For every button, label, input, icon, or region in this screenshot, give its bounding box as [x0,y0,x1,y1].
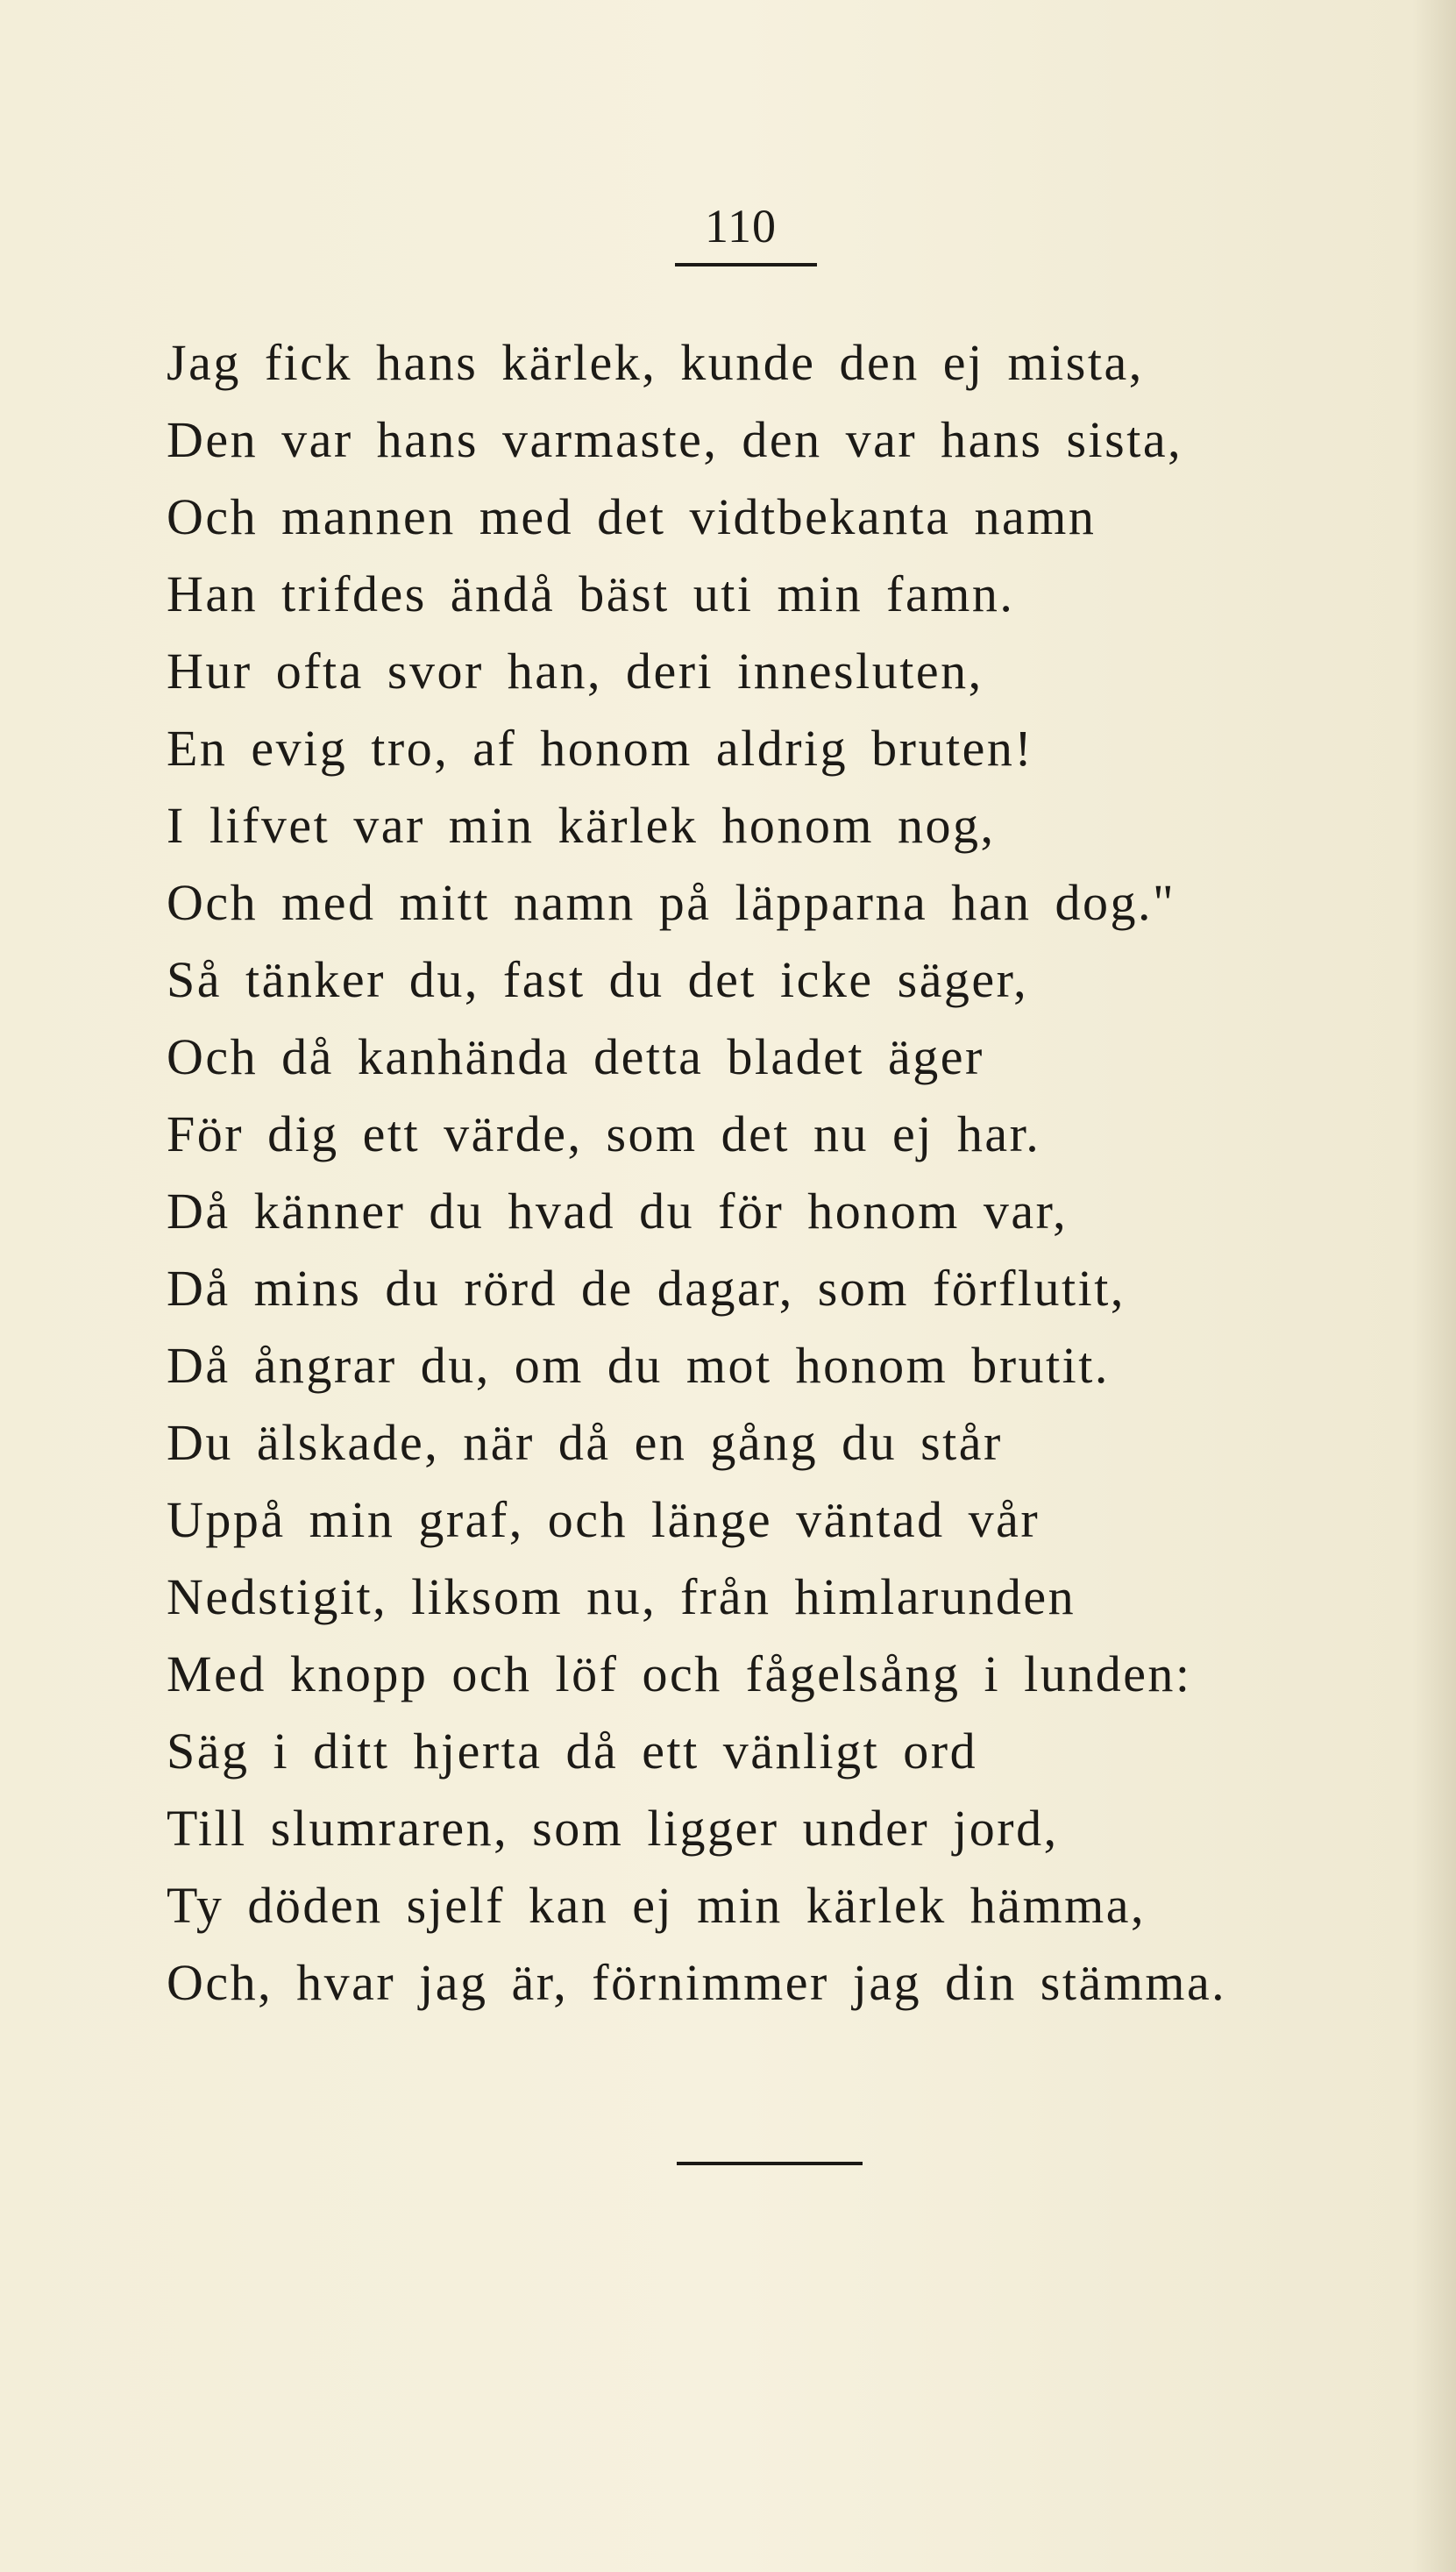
poem-line: För dig ett värde, som det nu ej har. [167,1105,1041,1162]
poem-line: Och då kanhända detta bladet äger [167,1028,984,1085]
header-rule [675,263,817,266]
poem-line: Uppå min graf, och länge väntad vår [167,1491,1041,1548]
poem-line: Nedstigit, liksom nu, från himlarunden [167,1568,1076,1625]
poem-line: Då ångrar du, om du mot honom brutit. [167,1337,1110,1394]
poem-line: Du älskade, när då en gång du står [167,1414,1003,1471]
poem-line: En evig tro, af honom aldrig bruten! [167,720,1034,777]
page-number: 110 [705,200,777,252]
poem-line: Med knopp och löf och fågelsång i lunden: [167,1645,1192,1702]
poem-line: Ty döden sjelf kan ej min kärlek hämma, [167,1877,1146,1934]
poem-line: Till slumraren, som ligger under jord, [167,1800,1059,1857]
footer-rule [677,2162,863,2165]
poem-line: I lifvet var min kärlek honom nog, [167,797,996,854]
poem-line: Den var hans varmaste, den var hans sista, [167,411,1183,468]
poem-line: Och med mitt namn på läpparna han dog." [167,874,1176,931]
poem-line: Då mins du rörd de dagar, som förflutit, [167,1260,1126,1317]
poem-line: Säg i ditt hjerta då ett vänligt ord [167,1723,978,1780]
poem-line: Så tänker du, fast du det icke säger, [167,951,1029,1008]
poem-line: Jag fick hans kärlek, kunde den ej mista, [167,334,1144,391]
poem-line: Hur ofta svor han, deri innesluten, [167,643,984,700]
poem-text [167,324,1429,2021]
poem-line: Han trifdes ändå bäst uti min famn. [167,565,1015,622]
poem-line: Och mannen med det vidtbekanta namn [167,488,1097,545]
poem-line: Då känner du hvad du för honom var, [167,1183,1069,1240]
poem-line: Och, hvar jag är, förnimmer jag din stämma. [167,1954,1227,2011]
